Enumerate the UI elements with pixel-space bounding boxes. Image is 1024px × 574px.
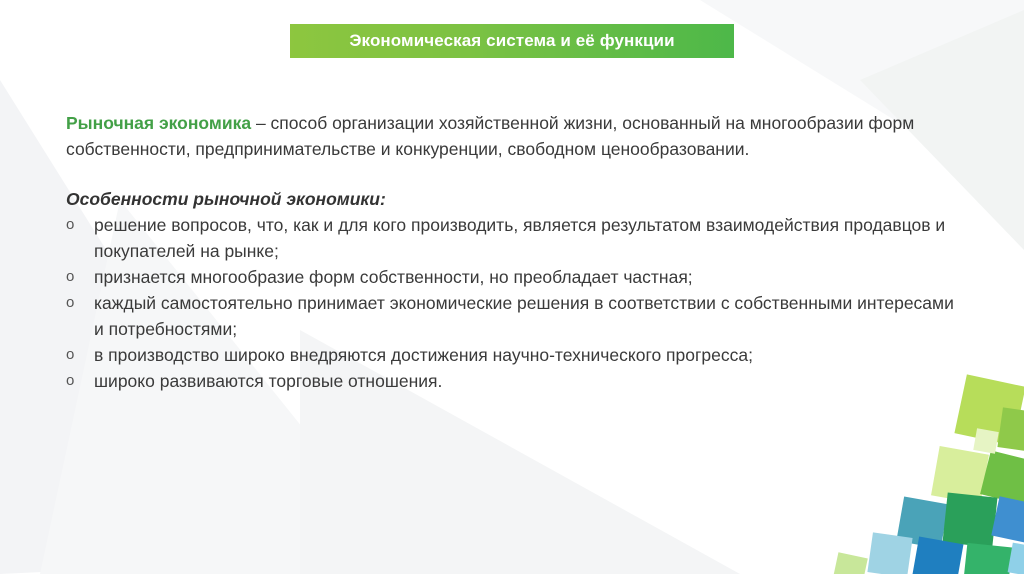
feature-text: в производство широко внедряются достижения научно-технического прогресса; bbox=[94, 345, 753, 365]
list-item bbox=[66, 290, 966, 342]
bullet-circle-icon: o bbox=[66, 372, 75, 389]
bullet-circle-icon: o bbox=[66, 346, 75, 363]
definition-text: – способ организации хозяйственной жизни, основанный на многообразии форм собственности, предпринимательстве и конкуренции, свободном ценообразовании. bbox=[66, 113, 915, 159]
bullet-circle-icon: o bbox=[66, 216, 75, 233]
bullet-circle-icon: o bbox=[66, 268, 75, 285]
list-item bbox=[66, 212, 966, 264]
list-item bbox=[66, 368, 966, 394]
slide-content bbox=[66, 110, 966, 394]
features-heading: Особенности рыночной экономики: bbox=[66, 189, 386, 209]
feature-text: широко развиваются торговые отношения. bbox=[94, 371, 443, 391]
feature-text: каждый самостоятельно принимает экономические решения в соответствии с собственными интересами и потребностями; bbox=[94, 293, 954, 339]
corner-mosaic bbox=[832, 374, 1024, 574]
definition-paragraph bbox=[66, 110, 966, 162]
definition-term: Рыночная экономика bbox=[66, 113, 252, 133]
bullet-circle-icon: o bbox=[66, 294, 75, 311]
slide-title: Экономическая система и её функции bbox=[290, 24, 734, 58]
feature-text: решение вопросов, что, как и для кого производить, является результатом взаимодействия продавцов и покупателей на рынке; bbox=[94, 215, 946, 261]
list-item bbox=[66, 264, 966, 290]
feature-text: признается многообразие форм собственности, но преобладает частная; bbox=[94, 267, 693, 287]
features-list bbox=[66, 212, 966, 394]
list-item bbox=[66, 342, 966, 368]
